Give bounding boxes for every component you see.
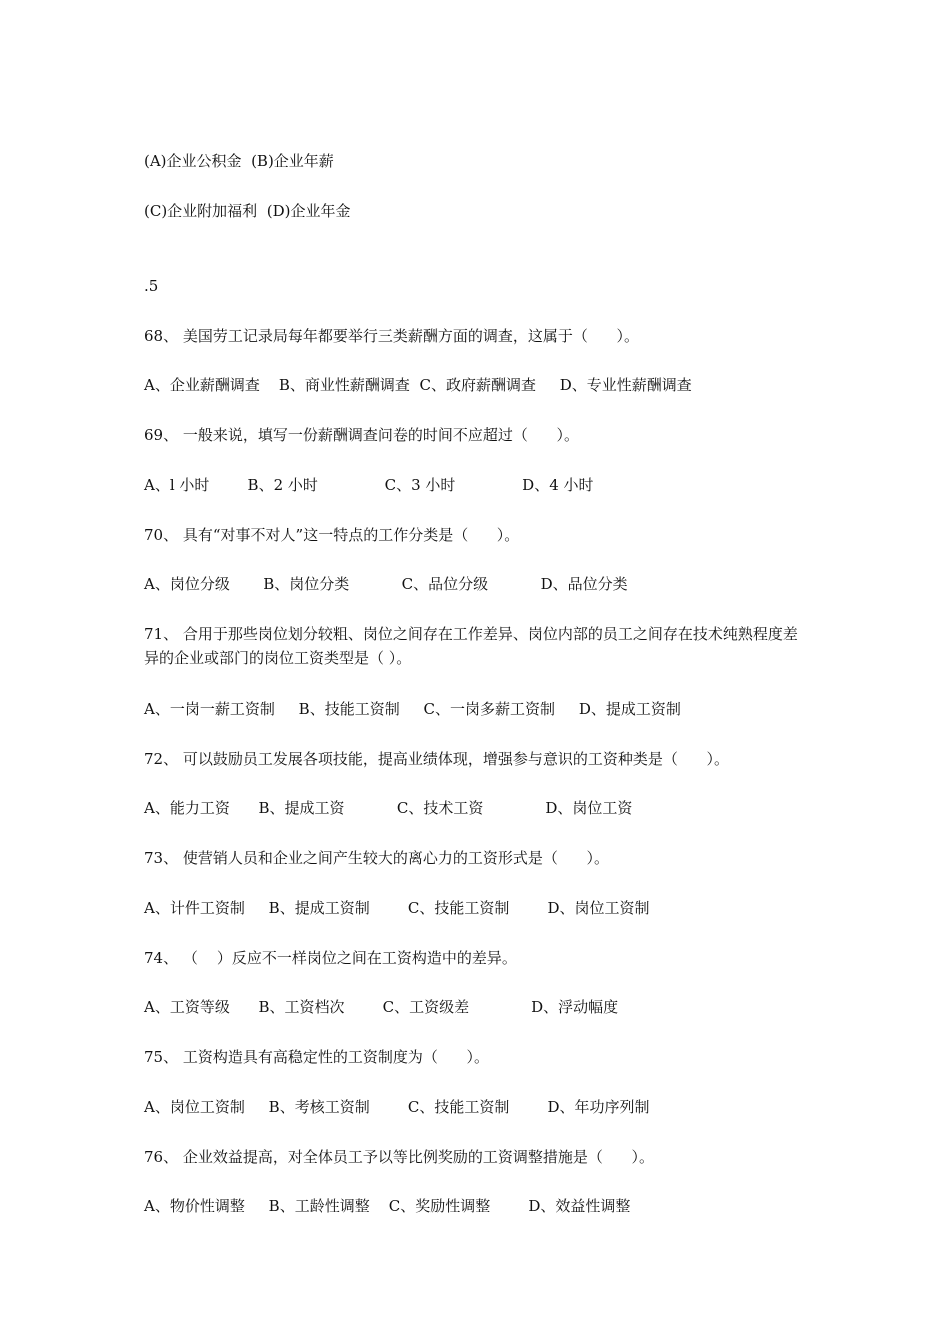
option-line-c-d: (C)企业附加福利 (D)企业年金 [144, 202, 351, 220]
answers-73: A、计件工资制 B、提成工资制 C、技能工资制 D、岗位工资制 [144, 899, 650, 917]
question-72: 72、 可以鼓励员工发展各项技能，提高业绩体现，增强参与意识的工资种类是（ ）。 [144, 750, 729, 768]
question-75: 75、 工资构造具有高稳定性的工资制度为（ ）。 [144, 1048, 489, 1066]
answers-76: A、物价性调整 B、工龄性调整 C、奖励性调整 D、效益性调整 [144, 1197, 631, 1215]
question-71: 71、 合用于那些岗位划分较粗、岗位之间存在工作差异、岗位内部的员工之间存在技术纯熟程度差异的企业或部门的岗位工资类型是（ ）。 [144, 625, 798, 667]
question-68: 68、 美国劳工记录局每年都要举行三类薪酬方面的调查，这属于（ ）。 [144, 327, 639, 345]
answers-68: A、企业薪酬调查 B、商业性薪酬调查 C、政府薪酬调查 D、专业性薪酬调查 [144, 376, 692, 394]
answers-74: A、工资等级 B、工资档次 C、工资级差 D、浮动幅度 [144, 998, 619, 1016]
answers-72: A、能力工资 B、提成工资 C、技术工资 D、岗位工资 [144, 799, 633, 817]
answers-69: A、l 小时 B、2 小时 C、3 小时 D、4 小时 [144, 476, 594, 494]
question-73: 73、 使营销人员和企业之间产生较大的离心力的工资形式是（ ）。 [144, 849, 609, 867]
answers-75: A、岗位工资制 B、考核工资制 C、技能工资制 D、年功序列制 [144, 1098, 650, 1116]
answers-70: A、岗位分级 B、岗位分类 C、品位分级 D、品位分类 [144, 575, 628, 593]
question-74: 74、 （ ）反应不一样岗位之间在工资构造中的差异。 [144, 949, 517, 967]
question-76: 76、 企业效益提高，对全体员工予以等比例奖励的工资调整措施是（ ）。 [144, 1148, 654, 1166]
section-number: .5 [144, 277, 159, 295]
option-line-a-b: (A)企业公积金 (B)企业年薪 [144, 152, 334, 170]
question-69: 69、 一般来说，填写一份薪酬调查问卷的时间不应超过（ ）。 [144, 426, 579, 444]
answers-71: A、一岗一薪工资制 B、技能工资制 C、一岗多薪工资制 D、提成工资制 [144, 700, 681, 718]
question-70: 70、 具有“对事不对人”这一特点的工作分类是（ ）。 [144, 526, 520, 544]
